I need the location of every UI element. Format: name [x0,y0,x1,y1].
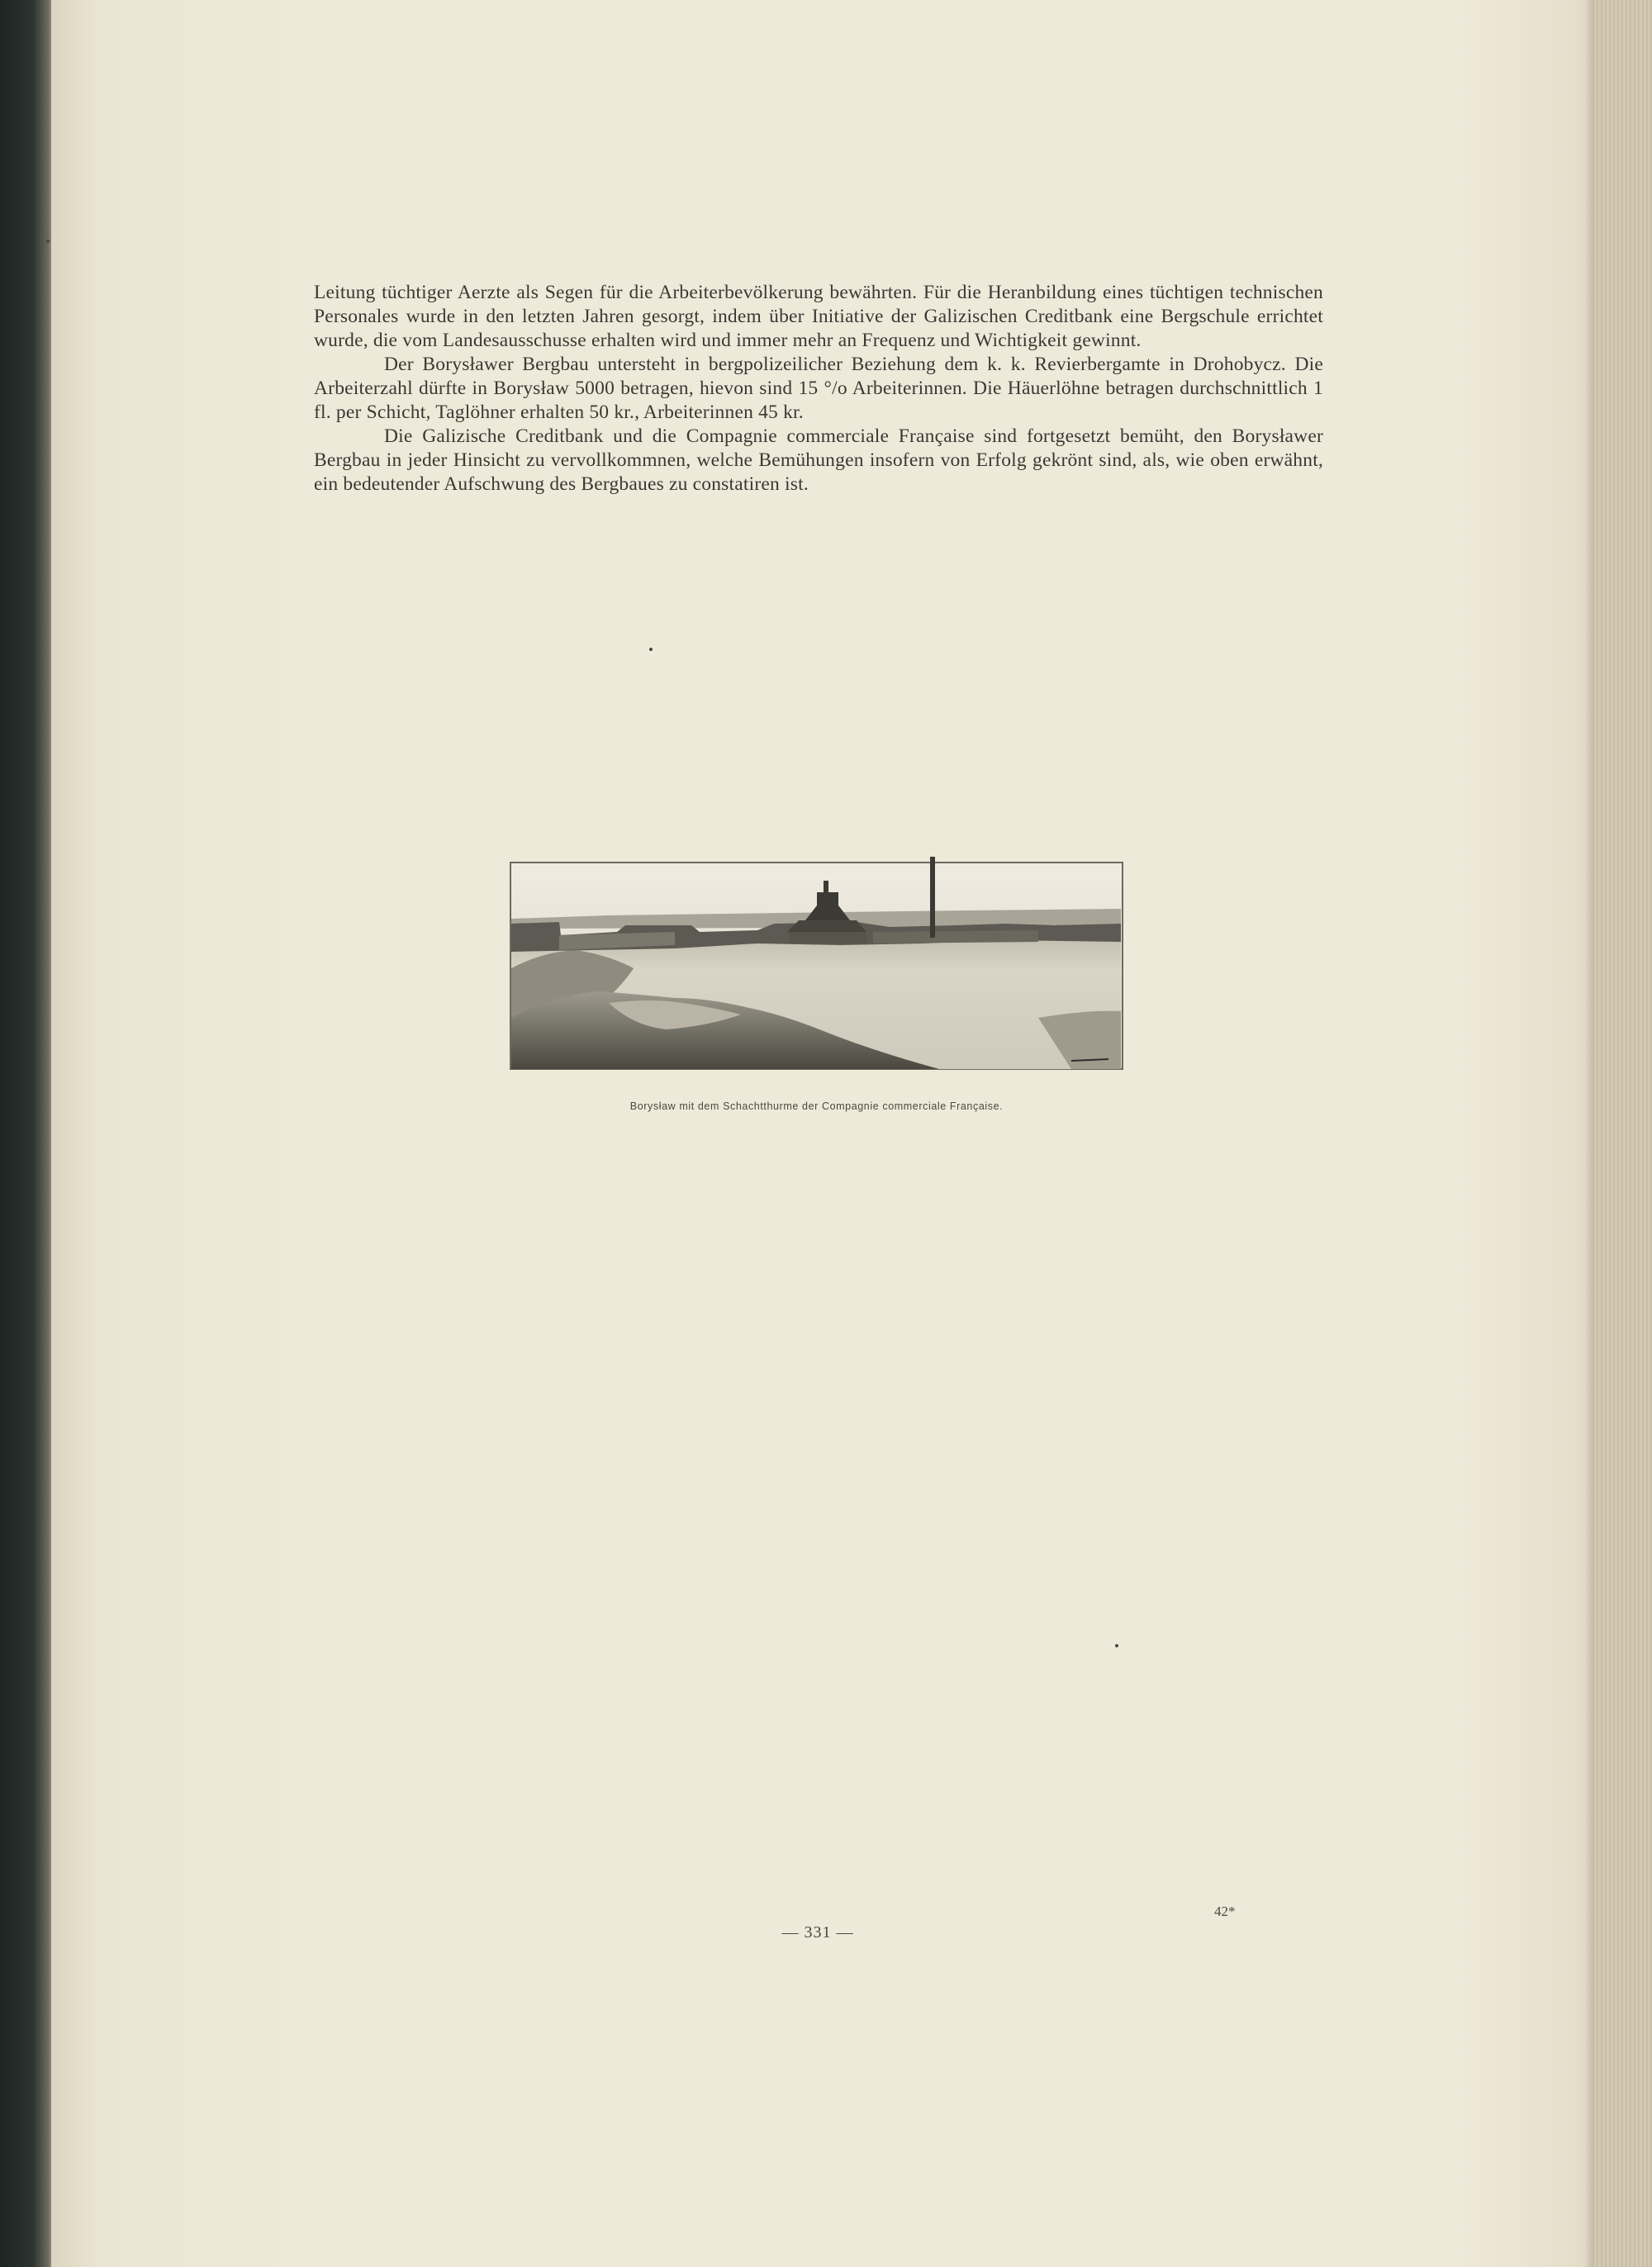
photograph-borysław-shaft-tower [510,853,1123,1072]
paper-speck [1115,1644,1118,1647]
figure-caption: Borysław mit dem Schachtthurme der Compagnie commerciale Française. [629,1100,1004,1112]
page-edge-shadow [1584,0,1594,2267]
photo-illustration [510,853,1123,1072]
page-number: — 331 — [781,1923,854,1941]
stacked-page-edges [1594,0,1652,2267]
book-binding [0,0,58,2267]
paragraph-3: Die Galizische Creditbank und die Compagnie commerciale Française sind fortgesetzt bemüht, den Borysławer Bergbau in jeder Hinsicht zu vervollkommnen, welche Bemühungen insofern von Erfolg gekrönt sind, als, wie oben erwähnt, ein bedeutender Aufschwung des Bergbaues zu constatiren ist. [314,425,1323,495]
printer-signature-mark: 42* [1214,1903,1236,1919]
paper-speck [46,240,50,243]
paper-speck [649,648,653,651]
paragraph-2: Der Borysławer Bergbau untersteht in bergpolizeilicher Beziehung dem k. k. Revierbergamte in Drohobycz. Die Arbeiterzahl dürfte in Borysław 5000 betragen, hievon sind 15 °/o Arbeiterinnen. Die Häuerlöhne betragen durchschnittlich 1 fl. per Schicht, Taglöhner erhalten 50 kr., Arbeiterinnen 45 kr. [314,354,1323,423]
paragraph-1: Leitung tüchtiger Aerzte als Segen für die Arbeiterbevölkerung bewährten. Für die Heranbildung eines tüchtigen technischen Personales wurde in den letzten Jahren gesorgt, indem über Initiative der Galizischen Creditbank eine Bergschule errichtet wurde, die vom Landesausschusse erhalten wird und immer mehr an Frequenz und Wichtigkeit gewinnt. [314,282,1323,351]
body-text [314,281,1323,497]
